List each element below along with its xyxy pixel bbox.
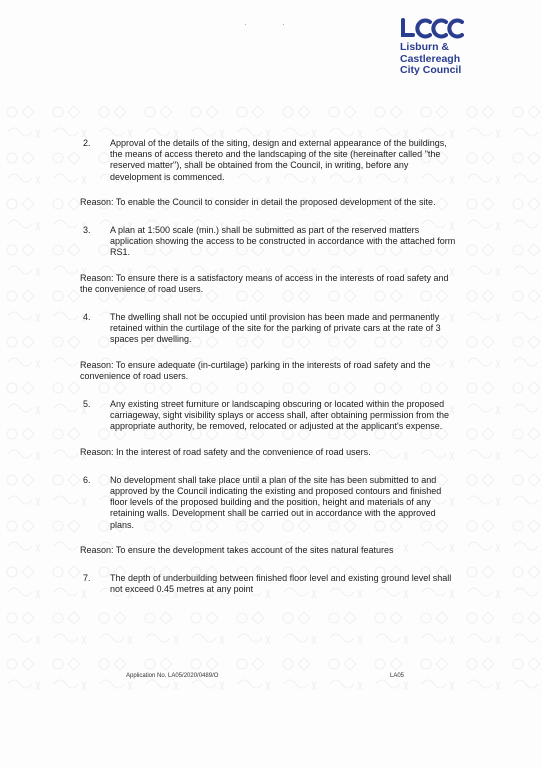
condition-item — [80, 312, 460, 346]
condition-text: The dwelling shall not be occupied until provision has been made and permanently retained within the curtilage of the site for the parking of private cars at the rate of 3 spaces per dwelling. — [110, 312, 441, 345]
condition-item — [80, 573, 460, 595]
condition-reason: Reason: To enable the Council to consider in detail the proposed development of the site. — [80, 196, 436, 207]
footer-code: LA05 — [390, 673, 405, 679]
council-name: Lisburn & Castlereagh City Council — [400, 41, 462, 76]
lccc-logo-mark-icon — [400, 18, 468, 40]
condition-reason: Reason: In the interest of road safety and the convenience of road users. — [80, 446, 371, 457]
conditions-list — [80, 138, 460, 609]
condition-item — [80, 225, 460, 259]
scan-dot: · — [282, 20, 285, 29]
condition-item — [80, 399, 460, 433]
condition-number: 3. — [83, 225, 91, 236]
condition-reason: Reason: To ensure adequate (in-curtilage) parking in the interests of road safety and the convenience of road users. — [80, 359, 431, 381]
condition-text: No development shall take place until a plan of the site has been submitted to and approved by the Council indicating the existing and proposed contours and finished floor levels of the proposed building and the position, height and materials of any retaining walls. Development shall be carried out in accordance with the approved plans. — [110, 474, 442, 530]
condition-text: Approval of the details of the siting, design and external appearance of the buildings, the means of access thereto and the landscaping of the site (hereinafter called "the reserved matter"), shall be obtained from the Council, in writing, before any development is commenced. — [110, 138, 447, 182]
council-logo — [400, 18, 510, 88]
condition-item — [80, 475, 460, 531]
condition-number: 7. — [83, 573, 91, 584]
condition-text: A plan at 1:500 scale (min.) shall be submitted as part of the reserved matters application showing the access to be constructed in accordance with the attached form RS1. — [110, 225, 456, 258]
application-number: Application No. LA05/2020/0489/O — [126, 673, 219, 679]
condition-item — [80, 138, 460, 183]
condition-number: 2. — [83, 138, 91, 148]
condition-number: 4. — [83, 312, 91, 323]
scan-dot: · — [244, 20, 247, 29]
condition-text: Any existing street furniture or landscaping obscuring or located within the proposed carriageway, sight visibility splays or access shall, after obtaining permission from the appropriate authority, be removed, relocated or adjusted at the applicant's expense. — [110, 399, 449, 432]
condition-number: 6. — [83, 474, 91, 485]
condition-number: 5. — [83, 399, 91, 410]
condition-reason: Reason: To ensure the development takes account of the sites natural features — [80, 544, 394, 555]
condition-reason: Reason: To ensure there is a satisfactory means of access in the interests of road safety and the convenience of road users. — [80, 272, 449, 294]
footer — [126, 673, 426, 679]
condition-text: The depth of underbuilding between finished floor level and existing ground level shall not exceed 0.45 metres at any point — [110, 573, 452, 595]
